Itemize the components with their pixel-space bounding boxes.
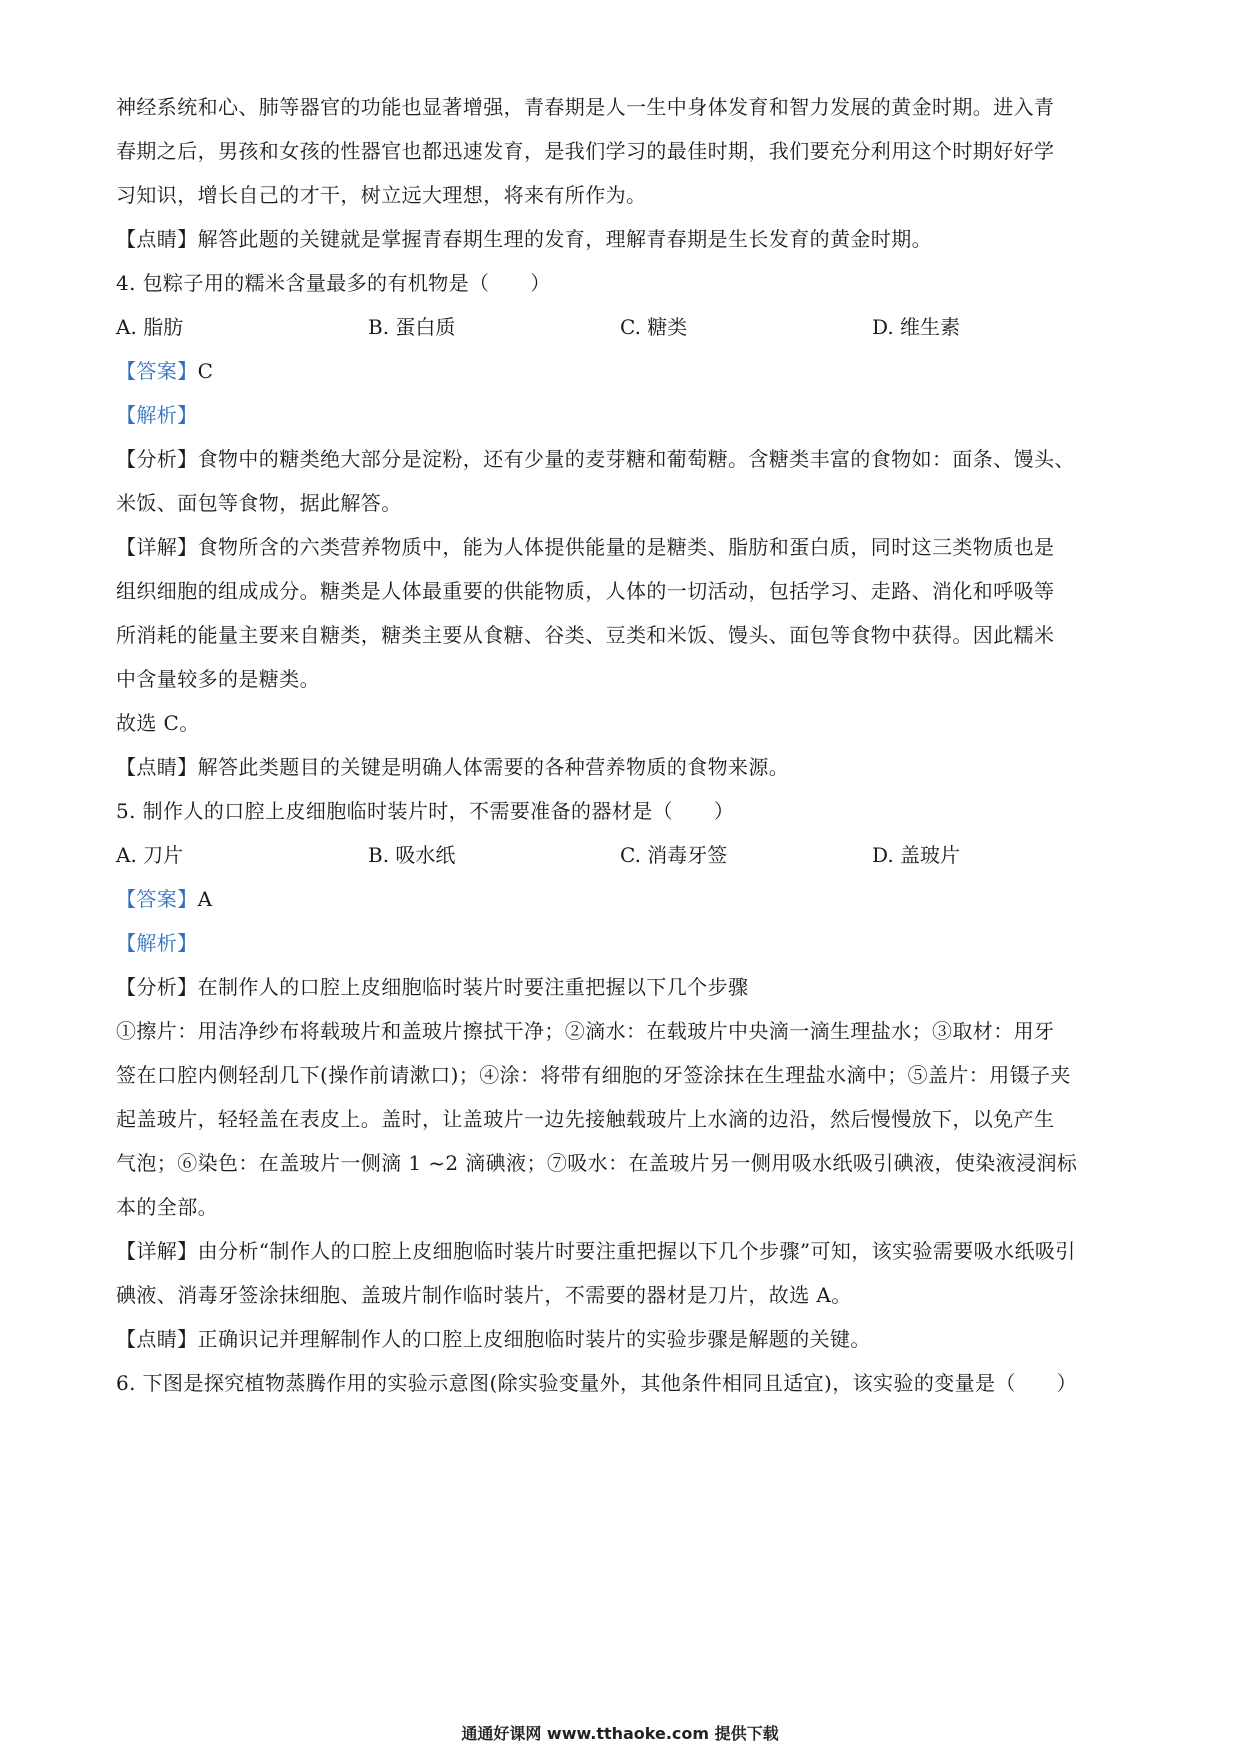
paragraph-line: 本的全部。 <box>116 1195 218 1219</box>
q5-dianjing <box>116 1324 1136 1354</box>
q5-option-b: B. 吸水纸 <box>368 843 456 867</box>
xiangjie-tag: 【详解】 <box>116 535 198 559</box>
dianjing-tag: 【点睛】 <box>116 755 198 779</box>
q5-option-a: A. 刀片 <box>116 843 184 867</box>
fenxi-tag: 【分析】 <box>116 447 198 471</box>
q5-jiexi-tag: 【解析】 <box>116 931 198 955</box>
q5-option-d: D. 盖玻片 <box>872 843 961 867</box>
answer-value: C <box>197 359 214 383</box>
q4-answer <box>116 356 1136 386</box>
q4-option-b: B. 蛋白质 <box>368 315 456 339</box>
dianjing-text: 正确识记并理解制作人的口腔上皮细胞临时装片的实验步骤是解题的关键。 <box>197 1327 871 1351</box>
footer-source: 通通好课网 www.tthaoke.com 提供下载 <box>461 1724 779 1743</box>
answer-tag: 【答案】 <box>116 359 198 383</box>
paragraph-line: ①擦片：用洁净纱布将载玻片和盖玻片擦拭干净；②滴水：在载玻片中央滴一滴生理盐水；③取材：用牙 <box>116 1019 1055 1043</box>
q4-option-a: A. 脂肪 <box>116 315 184 339</box>
fenxi-text: 食物中的糖类绝大部分是淀粉，还有少量的麦芽糖和葡萄糖。含糖类丰富的食物如：面条、馒头、 <box>197 447 1075 471</box>
dianjing-text: 解答此类题目的关键是明确人体需要的各种营养物质的食物来源。 <box>197 755 790 779</box>
q4-stem: 4. 包粽子用的糯米含量最多的有机物是（ ） <box>116 271 551 295</box>
fenxi-text: 在制作人的口腔上皮细胞临时装片时要注重把握以下几个步骤 <box>197 975 749 999</box>
q4-fenxi <box>116 444 1136 474</box>
q5-xiangjie <box>116 1236 1136 1266</box>
paragraph-line: 中含量较多的是糖类。 <box>116 667 320 691</box>
q5-fenxi <box>116 972 1136 1002</box>
q5-answer <box>116 884 1136 914</box>
answer-tag: 【答案】 <box>116 887 198 911</box>
q4-option-c: C. 糖类 <box>620 315 688 339</box>
paragraph-line: 所消耗的能量主要来自糖类，糖类主要从食糖、谷类、豆类和米饭、馒头、面包等食物中获得。因此糯米 <box>116 623 1055 647</box>
paragraph-line: 组织细胞的组成成分。糖类是人体最重要的供能物质，人体的一切活动，包括学习、走路、消化和呼吸等 <box>116 579 1055 603</box>
paragraph-line: 米饭、面包等食物，据此解答。 <box>116 491 402 515</box>
fenxi-tag: 【分析】 <box>116 975 198 999</box>
dianjing-text: 解答此题的关键就是掌握青春期生理的发育，理解青春期是生长发育的黄金时期。 <box>197 227 933 251</box>
q4-xiangjie <box>116 532 1136 562</box>
xiangjie-tag: 【详解】 <box>116 1239 198 1263</box>
xiangjie-text: 食物所含的六类营养物质中，能为人体提供能量的是糖类、脂肪和蛋白质，同时这三类物质也是 <box>197 535 1055 559</box>
q6-stem: 6. 下图是探究植物蒸腾作用的实验示意图(除实验变量外，其他条件相同且适宜)，该实验的变量是（ ） <box>116 1371 1078 1395</box>
paragraph-line: 碘液、消毒牙签涂抹细胞、盖玻片制作临时装片，不需要的器材是刀片，故选 A。 <box>116 1283 852 1307</box>
xiangjie-text: 由分析“制作人的口腔上皮细胞临时装片时要注重把握以下几个步骤”可知，该实验需要吸水纸吸引 <box>197 1239 1076 1263</box>
q4-dianjing <box>116 752 1136 782</box>
q3-dianjing <box>116 224 1136 254</box>
paragraph-line: 春期之后，男孩和女孩的性器官也都迅速发育，是我们学习的最佳时期，我们要充分利用这个时期好好学 <box>116 139 1055 163</box>
paragraph-line: 起盖玻片，轻轻盖在表皮上。盖时，让盖玻片一边先接触载玻片上水滴的边沿，然后慢慢放下，以免产生 <box>116 1107 1055 1131</box>
paragraph-line: 气泡；⑥染色：在盖玻片一侧滴 1 ~2 滴碘液；⑦吸水：在盖玻片另一侧用吸水纸吸引碘液，使染液浸润标 <box>116 1151 1078 1175</box>
paragraph-line: 神经系统和心、肺等器官的功能也显著增强，青春期是人一生中身体发育和智力发展的黄金时期。进入青 <box>116 95 1055 119</box>
q5-option-c: C. 消毒牙签 <box>620 843 728 867</box>
q4-jiexi-tag: 【解析】 <box>116 403 198 427</box>
dianjing-tag: 【点睛】 <box>116 1327 198 1351</box>
dianjing-tag: 【点睛】 <box>116 227 198 251</box>
paragraph-line: 习知识，增长自己的才干，树立远大理想，将来有所作为。 <box>116 183 647 207</box>
answer-value: A <box>197 887 213 911</box>
q4-guxuan: 故选 C。 <box>116 711 200 735</box>
paragraph-line: 签在口腔内侧轻刮几下(操作前请漱口)；④涂：将带有细胞的牙签涂抹在生理盐水滴中；⑤盖片：用镊子夹 <box>116 1063 1071 1087</box>
q4-option-d: D. 维生素 <box>872 315 961 339</box>
q5-stem: 5. 制作人的口腔上皮细胞临时装片时，不需要准备的器材是（ ） <box>116 799 735 823</box>
